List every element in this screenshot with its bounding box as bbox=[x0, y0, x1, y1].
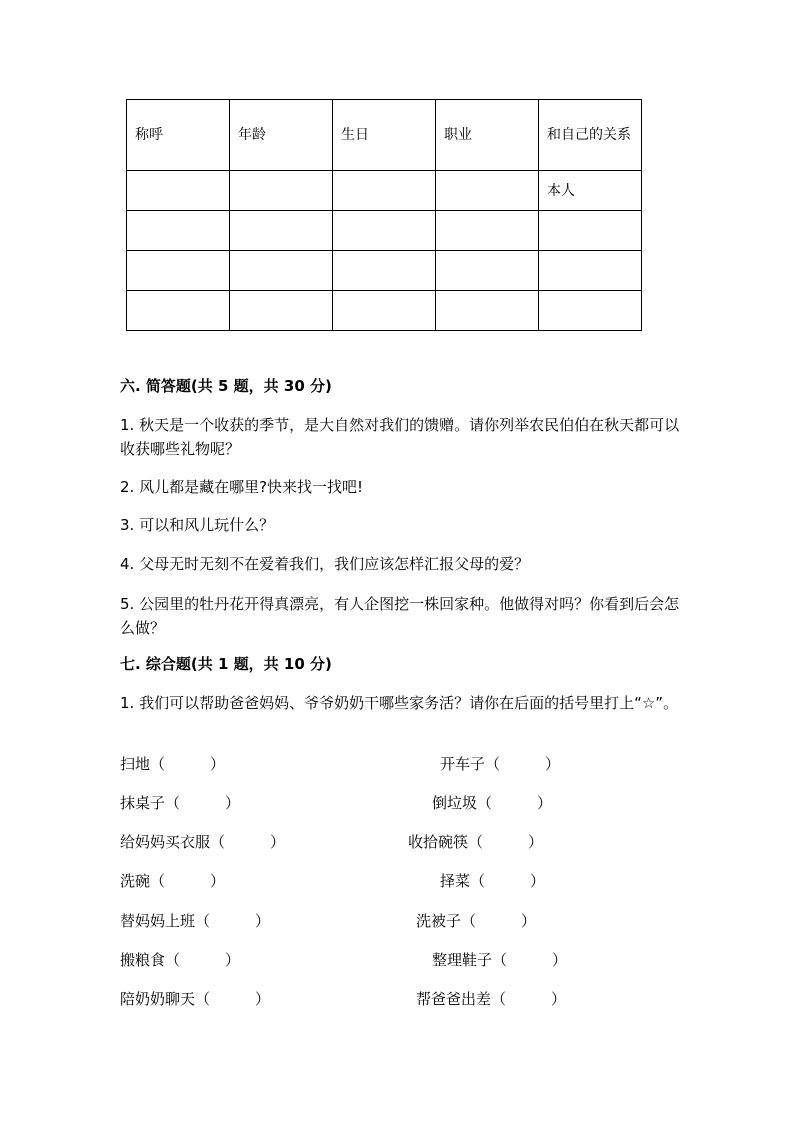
table-row bbox=[127, 251, 642, 291]
table-cell[interactable] bbox=[230, 251, 333, 291]
table-cell[interactable] bbox=[333, 211, 436, 251]
table-row bbox=[127, 211, 642, 251]
chore-option[interactable]: 帮爸爸出差（ ） bbox=[416, 990, 567, 1008]
header-cell: 生日 bbox=[333, 100, 436, 171]
table-cell[interactable] bbox=[436, 251, 539, 291]
table-cell[interactable] bbox=[127, 291, 230, 331]
question-text: 2. 风儿都是藏在哪里?快来找一找吧! bbox=[120, 478, 364, 496]
table-cell[interactable] bbox=[230, 291, 333, 331]
table-cell[interactable] bbox=[230, 171, 333, 211]
chore-option[interactable]: 陪奶奶聊天（ ） bbox=[120, 990, 271, 1008]
table-cell[interactable] bbox=[127, 171, 230, 211]
table-cell[interactable] bbox=[539, 291, 642, 331]
question-text: 1. 秋天是一个收获的季节，是大自然对我们的馈赠。请你列举农民伯伯在秋天都可以收获哪些礼物呢？ bbox=[120, 416, 680, 458]
chore-option[interactable]: 抹桌子（ ） bbox=[120, 794, 241, 812]
header-cell: 称呼 bbox=[127, 100, 230, 171]
section-7-title: 七. 综合题(共 1 题，共 10 分) bbox=[120, 655, 332, 673]
table-header-row bbox=[127, 100, 642, 171]
table-cell[interactable] bbox=[436, 211, 539, 251]
section-6-title: 六. 简答题(共 5 题，共 30 分) bbox=[120, 377, 332, 395]
chore-option[interactable]: 搬粮食（ ） bbox=[120, 951, 241, 969]
question-text: 1. 我们可以帮助爸爸妈妈、爷爷奶奶干哪些家务活？请你在后面的括号里打上“☆”。 bbox=[120, 694, 679, 712]
chore-option[interactable]: 洗被子（ ） bbox=[416, 912, 537, 930]
chore-option[interactable]: 扫地（ ） bbox=[120, 755, 226, 773]
table-row bbox=[127, 291, 642, 331]
table-cell[interactable] bbox=[539, 251, 642, 291]
table-cell[interactable] bbox=[127, 211, 230, 251]
chore-option[interactable]: 洗碗（ ） bbox=[120, 872, 226, 890]
table-cell[interactable] bbox=[333, 291, 436, 331]
question-text: 4. 父母无时无刻不在爱着我们，我们应该怎样汇报父母的爱？ bbox=[120, 555, 530, 573]
chore-option[interactable]: 给妈妈买衣服（ ） bbox=[120, 833, 286, 851]
table-cell[interactable] bbox=[230, 211, 333, 251]
table-cell[interactable] bbox=[436, 171, 539, 211]
table-cell[interactable] bbox=[127, 251, 230, 291]
table-cell[interactable] bbox=[539, 211, 642, 251]
question-text: 3. 可以和风儿玩什么？ bbox=[120, 516, 275, 534]
table-cell[interactable] bbox=[333, 251, 436, 291]
header-cell: 职业 bbox=[436, 100, 539, 171]
chore-option[interactable]: 整理鞋子（ ） bbox=[432, 951, 568, 969]
chore-option[interactable]: 替妈妈上班（ ） bbox=[120, 912, 271, 930]
chore-option[interactable]: 倒垃圾（ ） bbox=[432, 794, 553, 812]
table-cell[interactable] bbox=[436, 291, 539, 331]
family-info-table bbox=[126, 99, 642, 331]
header-cell: 年龄 bbox=[230, 100, 333, 171]
header-cell: 和自己的关系 bbox=[539, 100, 642, 171]
chore-option[interactable]: 收拾碗筷（ ） bbox=[408, 833, 544, 851]
chore-option[interactable]: 择菜（ ） bbox=[440, 872, 546, 890]
chore-option[interactable]: 开车子（ ） bbox=[440, 755, 561, 773]
table-cell[interactable]: 本人 bbox=[539, 171, 642, 211]
table-cell[interactable] bbox=[333, 171, 436, 211]
question-text: 5. 公园里的牡丹花开得真漂亮，有人企图挖一株回家种。他做得对吗？你看到后会怎么做？ bbox=[120, 595, 680, 637]
table-row bbox=[127, 171, 642, 211]
